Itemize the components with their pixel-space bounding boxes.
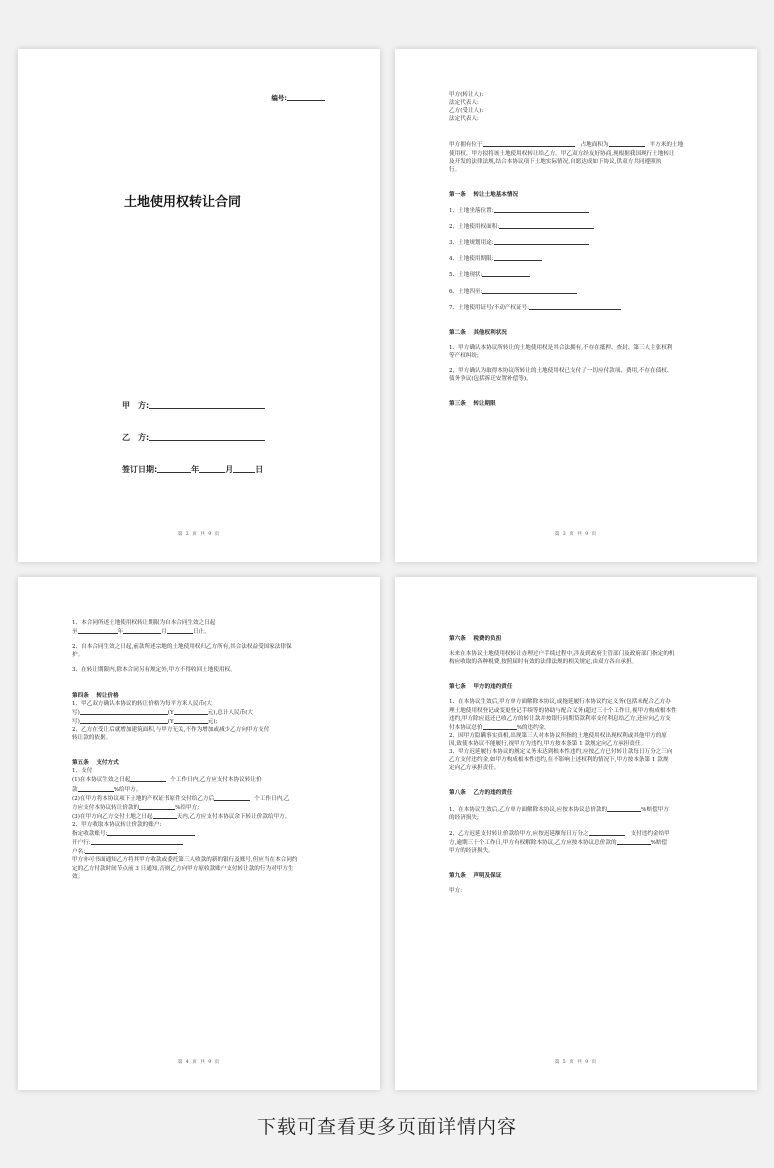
article-heading: 第八条 乙方的违约责任	[449, 790, 513, 797]
paragraph-line: 使用权。甲方拟将该土地使用权转让给乙方。甲乙双方经友好协商,现根据我国现行土地转让	[449, 150, 675, 157]
paragraph-line: (2)在甲方将本协议项下土地的产权证书原件交付给乙方后 个工作日内,乙	[72, 795, 290, 802]
list-item: 3、土地规划用途:	[449, 238, 725, 247]
paragraph-line: 定的乙方付款时间节点前 3 日通知,否则乙方向甲方原收款账户支付转让款的行为对甲方生	[72, 865, 294, 872]
page-footer: 第 3 页 共 9 页	[554, 532, 598, 537]
article-heading: 第四条 转让价格	[72, 692, 119, 699]
paragraph-line: 甲方的经济损失。	[449, 847, 494, 854]
paragraph-line: 写) (Y 元);	[72, 718, 218, 725]
paragraph-line: 3、甲方迟延履行本协议的规定义务未达到根本性违约,应按乙方已付转让款每日万分之三向	[449, 749, 673, 756]
paragraph-line: 1、在本协议生效后,乙方单方面解除本协议,应按本协议总价款的 %赔偿甲方	[449, 806, 669, 813]
paragraph-line: 2、甲方确认为取得本协议所转让的土地使用权已支付了一切应付款项、费用,不存在债权、	[449, 368, 673, 375]
paragraph-line: (3)在甲方向乙方交付土地之日起 天内,乙方应支付本协议余下转让价款给甲方。	[72, 813, 291, 820]
paragraph-line: 构应收取的各种税费,按照届时有效的法律法规的相关规定,由双方各自承担。	[449, 659, 638, 666]
list-item: 4、土地使用期限:	[449, 254, 725, 263]
party-line: 乙方(受让人):	[449, 108, 484, 115]
paragraph-line: 写) (Y 元),总计人民币(大	[72, 709, 253, 716]
document-page-cover	[18, 49, 380, 562]
paragraph-line: 理土地使用权登记或变更登记手续等的协助与配合义务)超过三十个工作日,视甲方构成根本性	[449, 707, 677, 714]
list-item: 7、土地使用证号/不动产权证号:	[449, 303, 725, 312]
paragraph-line: 2、乙方在受让后就增加建筑面积,与甲方无关,不作为增加或减少乙方向甲方支付	[72, 726, 270, 733]
paragraph-line: 护。	[72, 652, 84, 659]
paragraph-line: 款 %给甲方。	[72, 786, 142, 793]
article-heading: 第三条 转让期限	[449, 401, 496, 408]
page-footer: 第 5 页 共 9 页	[554, 1060, 598, 1065]
paragraph-line: 甲方亦可书面通知乙方将其甲方收款或委托第三人收款的新的银行及账号,但应当在本合同约	[72, 857, 298, 864]
paragraph-line: 及开发的法律法规,结合本协议项下土地实际情况,自愿达成如下协议,供双方共同遵照执	[449, 158, 662, 165]
paragraph-line: 效。	[72, 873, 84, 880]
paragraph-line: 行。	[449, 166, 461, 173]
paragraph-line: (1)在本协议生效之日起 个工作日内,乙方应支付本协议转让价	[72, 777, 262, 784]
paragraph-line: 甲方拥有位于 占地面积为 平方米的土地	[449, 142, 684, 149]
page-footer: 第 2 页 共 9 页	[177, 532, 221, 537]
download-more-caption: 下载可查看更多页面详情内容	[256, 1116, 517, 1138]
paragraph-line: 等产权纠纷;	[449, 352, 479, 359]
contract-number-field: 编号:	[271, 93, 325, 102]
paragraph-line: 甲方:	[449, 888, 463, 895]
paragraph-line: 因,致使本协议不能履行,视甲方为违约,甲方按本条第 1 款规定向乙方承担责任。	[449, 740, 647, 747]
paragraph-line: 未来在本协议土地使用权转让办理过户手续过程中,涉及到政府主管部门及政府部门指定的机	[449, 651, 675, 658]
paragraph-line: 至 年 月 日止。	[72, 629, 210, 636]
document-page-4	[18, 577, 380, 1090]
party-line: 甲方(转让人):	[449, 92, 484, 98]
paragraph-line: 定向乙方承担责任。	[449, 765, 500, 772]
signing-date-field: 签订日期: 年 月 日	[122, 465, 264, 474]
list-item: 5、土地现状:	[449, 270, 725, 279]
article-heading: 第九条 声明及保证	[449, 873, 502, 880]
document-page-3	[395, 49, 757, 562]
paragraph-line: 方应支付本协议转让价款的 %给甲方;	[72, 804, 200, 811]
paragraph-line: 1、甲方确认本协议所转让的土地使用权是其合法拥有,不存在抵押、查封、第三人主张权利	[449, 344, 673, 351]
paragraph-line: 债务争议(包括拆迁安置补偿等)。	[449, 376, 532, 383]
article-heading: 第一条 转让土地基本情况	[449, 191, 519, 198]
article-heading: 第七条 甲方的违约责任	[449, 684, 513, 691]
paragraph-line: 违约,甲方除应退还已收乙方的转让款并按银行同期贷款利率支付利息给乙方,还应向乙方支	[449, 715, 671, 722]
party-a-field: 甲 方:	[122, 400, 265, 411]
paragraph-line: 2、自本合同生效之日起,前款所述宗地的土地使用权归乙方所有,其合法权益受国家法律保	[72, 644, 292, 651]
account-bank-field: 开户行:	[72, 838, 348, 847]
list-item: 6、土地四至:	[449, 287, 725, 296]
contract-title: 土地使用权转让合同	[124, 195, 242, 210]
paragraph-line: 付本协议总价 %的违约金。	[449, 724, 550, 731]
account-name-field: 户名:	[72, 847, 348, 856]
paragraph-line: 2、乙方迟延支付转让价款给甲方,应按迟延额每日万分之 支付违约金给甲	[449, 830, 670, 837]
account-number-field: 指定收款账号:	[72, 829, 348, 838]
article-heading: 第五条 支付方式	[72, 760, 119, 767]
party-line: 法定代表人:	[449, 116, 479, 123]
paragraph-line: 1、支付	[72, 768, 93, 775]
list-item: 1、土地坐落位置:	[449, 206, 725, 215]
paragraph-line: 方,逾期三十个工作日,甲方有权解除本协议,乙方应按本协议总价款的 %赔偿	[449, 839, 668, 846]
paragraph-line: 1、本合同所述土地使用权转让期限为自本合同生效之日起	[72, 620, 216, 626]
paragraph-line: 的经济损失;	[449, 814, 479, 821]
paragraph-line: 2、因甲方隐瞒事实真相,出现第三人对本协议所指的土地使用权出现权利或其他甲方的原	[449, 732, 667, 739]
article-heading: 第六条 税费的负担	[449, 636, 502, 642]
paragraph-line: 乙方支付违约金,如甲方构成根本性违约,在不影响上述权利的情况下,甲方按本条第 1 款规	[449, 757, 669, 764]
party-b-field: 乙 方:	[122, 432, 265, 443]
paragraph-line: 2、甲方收取本协议转让价款的账户:	[72, 821, 162, 828]
list-item: 2、土地使用权面积:	[449, 222, 725, 231]
paragraph-line: 1、在本协议生效后,甲方单方面解除本协议,或拖延履行本协议约定义务(包括未配合乙方办	[449, 699, 671, 706]
article-heading: 第二条 其他权利状况	[449, 329, 507, 336]
page-footer: 第 4 页 共 9 页	[177, 1060, 221, 1065]
document-page-5	[395, 577, 757, 1090]
paragraph-line: 转让款的依据。	[72, 735, 112, 742]
paragraph-line: 1、甲乙双方确认本协议的转让价格为每平方米人民币(大	[72, 700, 212, 707]
paragraph-line: 3、在转让期限内,除本合同另有规定外,甲方不得收回土地使用权。	[72, 667, 236, 674]
party-line: 法定代表人:	[449, 100, 479, 107]
